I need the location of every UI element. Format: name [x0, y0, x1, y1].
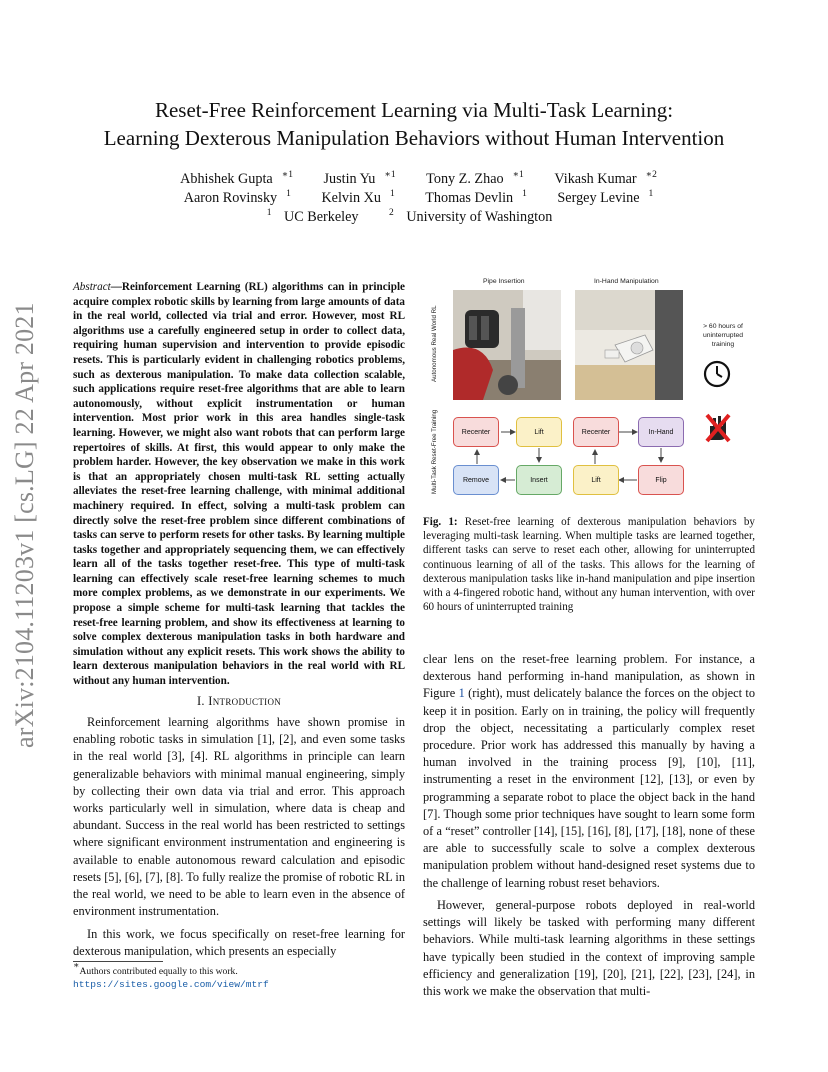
footnote-rule — [73, 961, 163, 962]
title-line-2: Learning Dexterous Manipulation Behaviors without Human Intervention — [103, 126, 725, 150]
figure-label: Fig. 1: — [423, 516, 458, 528]
figure-caption-text: Reset-free learning of dexterous manipulation behaviors by leveraging multi-task learning. When multiple tasks are learned together, different tasks can serve to reset each other, allowing for uninterrupted continuous learning of all of the tasks. This allows for the learning of dexterous manipulation tasks like in-hand manipulation and pipe insertion with a 4-fingered robotic hand, without any human intervention, with over 60 hours of uninterrupted training — [423, 516, 755, 614]
abstract: Abstract—Reinforcement Learning (RL) algorithms can in principle acquire complex robotic skills by learning from large amounts of data in the real world, collected via trial and error. However, most RL algorithms use a carefully engineered setup in order to collect data, requiring human supervision and intervention to provide episodic resets. This is particularly evident in challenging robotics problems, such as dexterous manipulation. To make data collection scalable, such applications require reset-free algorithms that are able to learn autonomously, without explicit instrumentation or human intervention. Most prior work in this area handles single-task learning. However, we might also want robots that can perform large repertoires of skills. At first, this would appear to only make the problem harder. However, the key observation we make in this work is that an appropriately chosen multi-task RL setting actually alleviates the reset-free learning challenge, with minimal additional machinery required. In effect, solving a multi-task problem can directly solve the reset-free problem since different combinations of tasks can serve to perform resets for other tasks. By learning multiple tasks together and appropriately sequencing them, we can effectively learn all of the tasks together reset-free. This type of multi-task learning can effectively scale reset-free learning schemes to much more complex problems, as we demonstrate in our experiments. We propose a simple scheme for multi-task learning that tackles the reset-free learning problem, and show its effectiveness at learning to solve complex dexterous manipulation tasks in both hardware and simulation without any explicit resets. This work shows the ability to learn dexterous manipulation behaviors in the real world with RL without any human intervention. — [73, 281, 405, 688]
node-insert: Insert — [516, 465, 562, 495]
intro-paragraph-3: clear lens on the reset-free learning problem. For instance, a dexterous hand performing in-hand manipulation, as shown in Figure 1 (right), must delicately balance the forces on the object to keep it in position. Early on in training, the policy will frequently drop the object, necessitating a particularly complex reset procedure. Prior work has addressed this manually by having a human involved in the training process [9], [10], [11], instrumenting a reset in the environment [12], [13], or even by programming a separate robot to place the object back in the hand [7]. Though some prior techniques have sought to learn some form of a “reset” controller [14], [15], [16], [8], [17], [18], none of these are able to successfully scale to solve a complex dexterous manipulation problem without hand-designed reset systems due to the challenge of learning robust reset behaviors. — [423, 652, 755, 890]
node-in-hand: In-Hand — [638, 417, 684, 447]
title-line-1: Reset-Free Reinforcement Learning via Multi-Task Learning: — [154, 98, 674, 122]
author: Kelvin Xu $^1$ — [321, 189, 395, 206]
fig-row-label-top: Autonomous Real World RL — [431, 305, 438, 383]
author-row-2 — [0, 189, 828, 208]
project-link[interactable]: https://sites.google.com/view/mtrf — [73, 979, 269, 990]
affiliation: $^1$ UC Berkeley — [266, 208, 359, 225]
author: Aaron Rovinsky $^1$ — [183, 189, 291, 206]
fig-col-title-right: In-Hand Manipulation — [594, 278, 659, 285]
arxiv-stamp: arXiv:2104.11203v1 [cs.LG] 22 Apr 2021 — [10, 302, 39, 748]
author-block — [0, 170, 828, 227]
node-recenter: Recenter — [453, 417, 499, 447]
figure-ref-link[interactable]: 1 — [458, 686, 465, 701]
figure-caption — [423, 515, 755, 614]
node-lift: Lift — [516, 417, 562, 447]
author-row-1 — [0, 170, 828, 189]
author: Thomas Devlin $^1$ — [425, 189, 527, 206]
affiliations — [0, 208, 828, 227]
node-recenter: Recenter — [573, 417, 619, 447]
intro-paragraph-4: However, general-purpose robots deployed in real-world settings will likely be tasked with performing many different behaviors. While multi-task learning algorithms in these settings have typically been studied in the context of improving sample efficiency and generalization [19], [20], [21], [22], [23], [24], in this work we make the observation that multi- — [423, 898, 755, 999]
node-flip: Flip — [638, 465, 684, 495]
author: Abhishek Gupta $^{∗1}$ — [180, 170, 293, 187]
footnote: ∗Authors contributed equally to this work. https://sites.google.com/view/mtrf — [73, 965, 405, 991]
author: Vikash Kumar $^{∗2}$ — [554, 170, 657, 187]
intro-paragraph-2: In this work, we focus specifically on reset-free learning for dexterous manipulation, which presents an especially — [73, 927, 405, 959]
figure-1 — [423, 270, 755, 508]
abstract-text: Reinforcement Learning (RL) algorithms can in principle acquire complex robotic skills by learning from large amounts of data in the real world, collected via trial and error. However, most RL algorithms use a carefully engineered setup in order to collect data, requiring human supervision and intervention to provide episodic resets. This is particularly evident in challenging robotics problems, such as dexterous manipulation. To make data collection scalable, such applications require reset-free algorithms that are able to learn autonomously, without explicit instrumentation or human intervention. Most prior work in this area handles single-task learning. However, we might also want robots that can perform large repertoires of skills. At first, this would appear to only make the problem harder. However, the key observation we make in this work is that an appropriately chosen multi-task RL setting actually alleviates the reset-free learning challenge, with minimal additional machinery required. In effect, solving a multi-task problem can directly solve the reset-free problem since different combinations of tasks can serve to perform resets for other tasks. By learning multiple tasks together and appropriately sequencing them, we can effectively learn all of the tasks together reset-free. This type of multi-task learning can effectively scale reset-free learning schemes to much more complex problems, as we demonstrate in our experiments. We propose a simple scheme for multi-task learning that tackles the reset-free learning problem, and show its effectiveness at learning to solve complex dexterous manipulation tasks in both hardware and simulation without any explicit resets. This work shows the ability to learn dexterous manipulation behaviors in the real world with RL without any human intervention. — [73, 281, 405, 688]
fig-note: > 60 hours of uninterrupted training — [702, 323, 744, 348]
section-heading: I. Introduction — [196, 694, 282, 708]
fig-row-label-bottom: Multi-Task Reset-Free Training — [431, 409, 438, 495]
author: Tony Z. Zhao $^{∗1}$ — [426, 170, 524, 187]
paper-title — [0, 96, 828, 152]
fig-col-title-left: Pipe Insertion — [483, 278, 525, 285]
abstract-label: Abstract — [73, 281, 111, 293]
node-remove: Remove — [453, 465, 499, 495]
author: Sergey Levine $^1$ — [557, 189, 654, 206]
author: Justin Yu $^{∗1}$ — [323, 170, 396, 187]
node-lift: Lift — [573, 465, 619, 495]
intro-paragraph-1: Reinforcement learning algorithms have shown promise in enabling robotic tasks in simulation [1], [2], and even some tasks in the real world [3], [4]. RL algorithms in principle can learn generalizable behaviors with minimal manual engineering, simply by collecting their own data via trial and error. This approach works particularly well in simulation, where data is cheap and abundant. Success in the real world has been restricted to settings where significant environment instrumentation and engineering is available to enable autonomous reward calculation and episodic resets [5], [6], [7], [8]. To fully realize the promise of robotic RL in the real world, we need to be able to learn even in the absence of environment instrumentation. — [73, 715, 405, 919]
affiliation: $^2$ University of Washington — [389, 208, 553, 225]
